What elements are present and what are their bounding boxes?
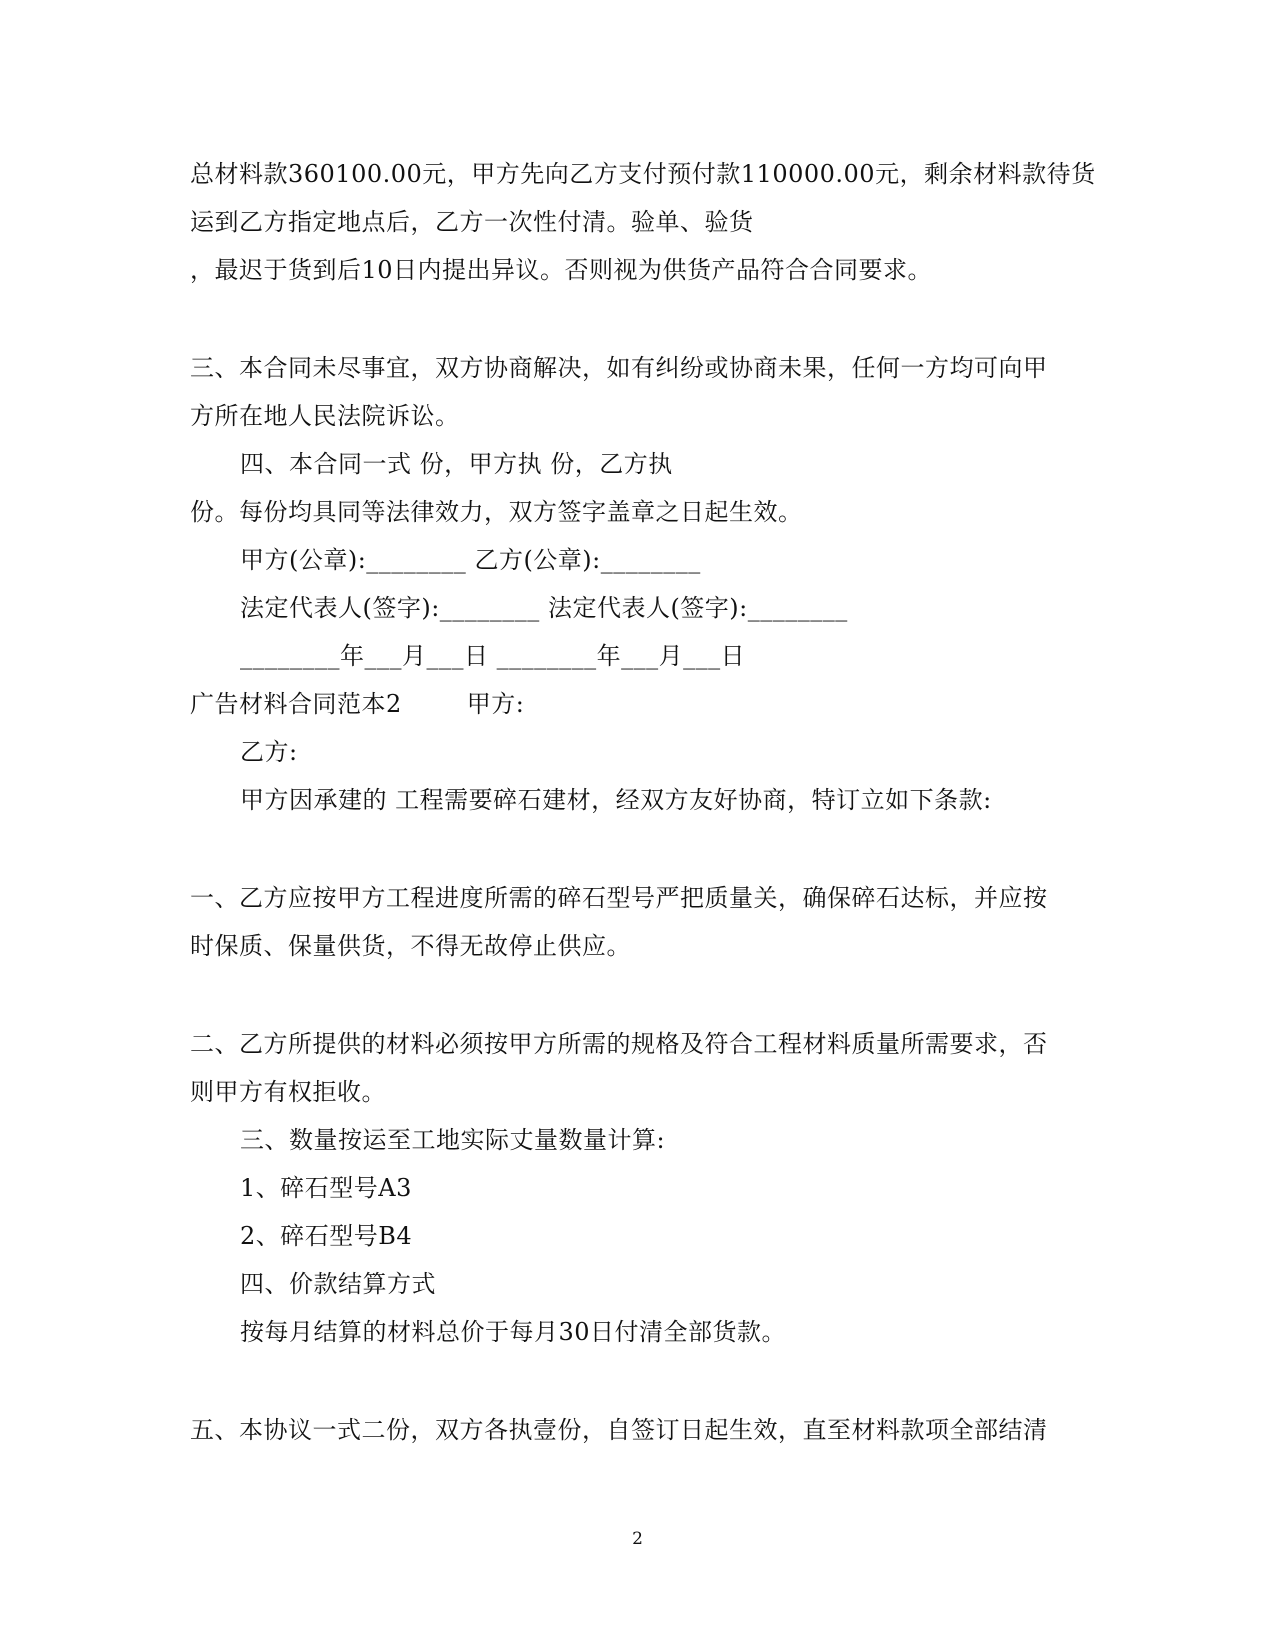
clause-three-item-1: 1、碎石型号A3 [240, 1174, 412, 1202]
clause-four-detail: 按每月结算的材料总价于每月30日付清全部货款。 [240, 1318, 787, 1346]
clause-three: 三、数量按运至工地实际丈量数量计算: [240, 1126, 666, 1154]
clause-two-line-1: 二、乙方所提供的材料必须按甲方所需的规格及符合工程材料质量所需要求，否 [190, 1030, 1048, 1058]
clause-one-line-2: 时保质、保量供货，不得无故停止供应。 [190, 932, 631, 960]
clause-one-line-1: 一、乙方应按甲方工程进度所需的碎石型号严把质量关，确保碎石达标，并应按 [190, 884, 1048, 912]
signature-line-date: ________年___月___日 ________年___月___日 [240, 642, 746, 670]
text-line-1: 总材料款360100.00元，甲方先向乙方支付预付款110000.00元，剩余材料款待货 [190, 160, 1096, 188]
clause-two-line-2: 则甲方有权拒收。 [190, 1078, 386, 1106]
clause-four: 四、价款结算方式 [240, 1270, 436, 1298]
text-line-5: 方所在地人民法院诉讼。 [190, 402, 460, 430]
text-line-intro: 甲方因承建的 工程需要碎石建材，经双方友好协商，特订立如下条款: [240, 786, 992, 814]
signature-line-representative: 法定代表人(签字):________ 法定代表人(签字):________ [240, 594, 848, 622]
text-line-4: 三、本合同未尽事宜，双方协商解决，如有纠纷或协商未果，任何一方均可向甲 [190, 354, 1048, 382]
text-line-2: 运到乙方指定地点后，乙方一次性付清。验单、验货 [190, 208, 754, 236]
clause-five-line-1: 五、本协议一式二份，双方各执壹份，自签订日起生效，直至材料款项全部结清 [190, 1416, 1048, 1444]
text-line-6: 四、本合同一式 份，甲方执 份，乙方执 [240, 450, 673, 478]
clause-three-item-2: 2、碎石型号B4 [240, 1222, 413, 1250]
page-number: 2 [632, 1529, 643, 1549]
text-line-party-b: 乙方: [240, 738, 298, 766]
text-line-3: ，最迟于货到后10日内提出异议。否则视为供货产品符合合同要求。 [190, 256, 933, 284]
section-title: 广告材料合同范本2 甲方: [190, 690, 525, 718]
text-line-7: 份。每份均具同等法律效力，双方签字盖章之日起生效。 [190, 498, 803, 526]
signature-line-seal: 甲方(公章):________ 乙方(公章):________ [240, 546, 701, 574]
